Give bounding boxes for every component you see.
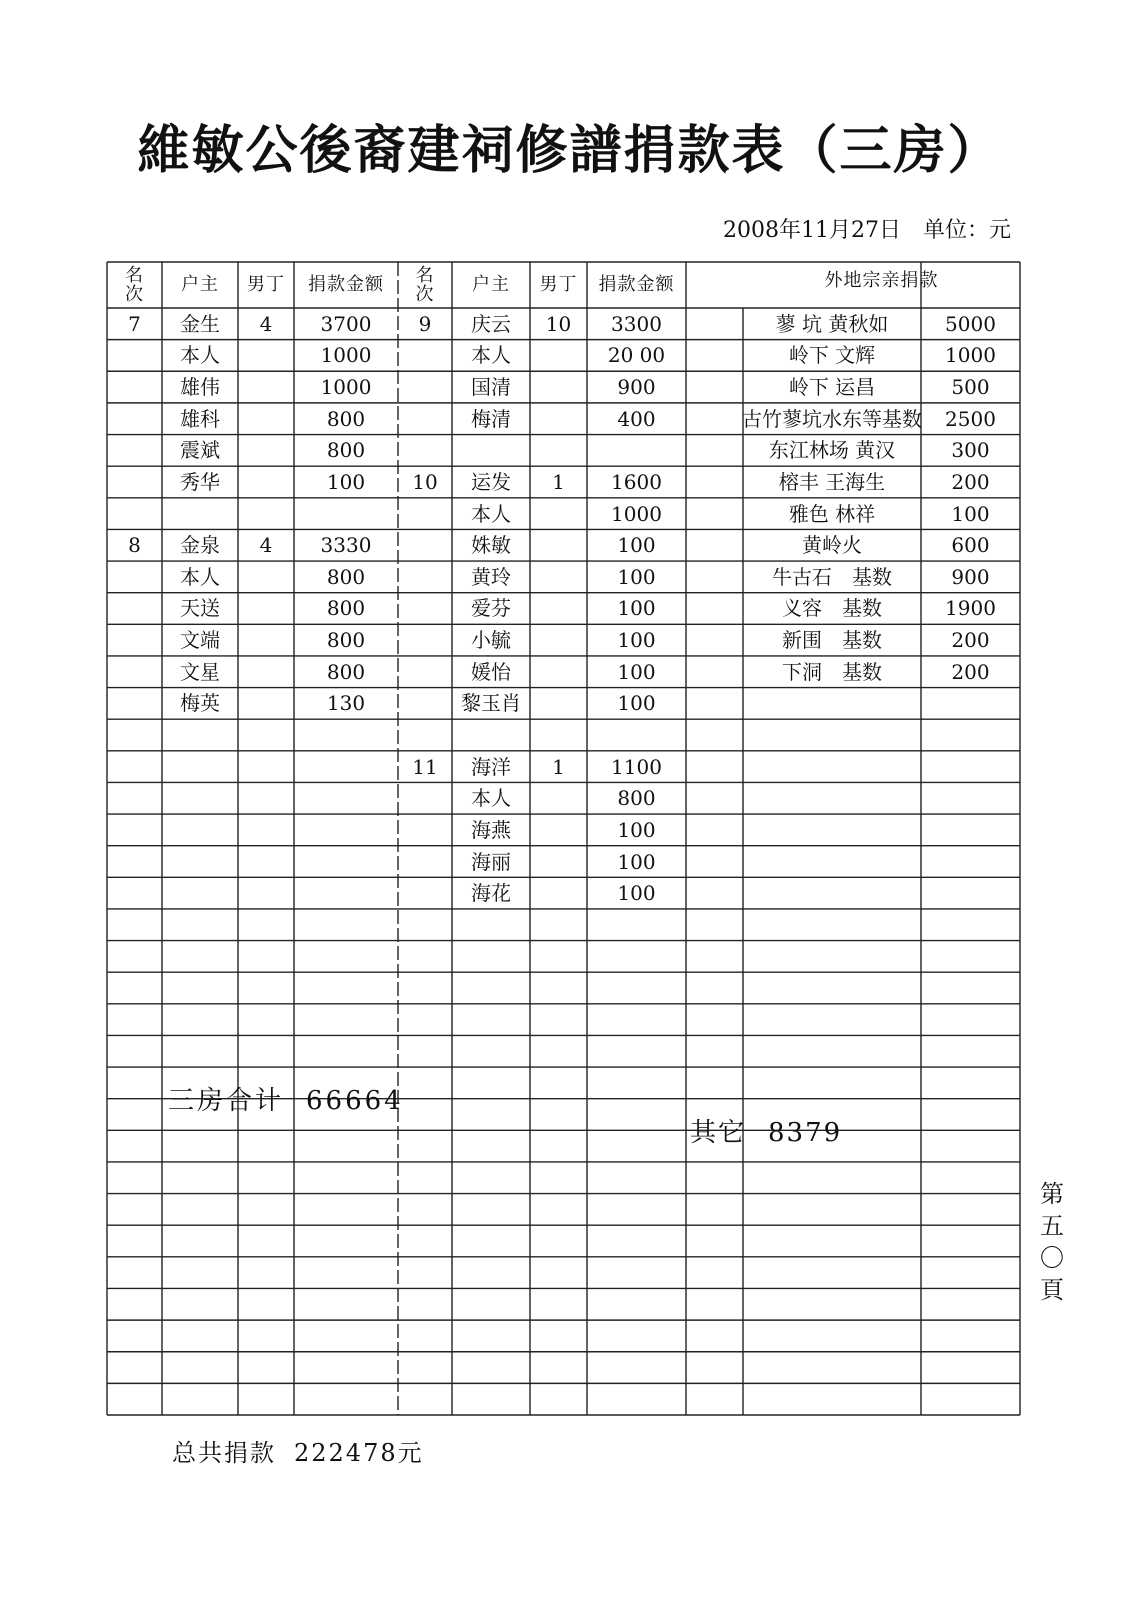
outside-donor-cell: 黄岭火 (802, 533, 862, 558)
rank-cell: 9 (418, 311, 432, 336)
household-cell: 金泉 (180, 533, 220, 558)
header-rank: 次 (415, 284, 435, 305)
outside-amount-cell: 200 (951, 469, 990, 494)
household-cell: 雄科 (180, 406, 220, 431)
amount-cell: 100 (617, 628, 656, 653)
amount-cell: 400 (617, 406, 656, 431)
outside-donor-cell: 古竹蓼坑水东等基数 (742, 406, 922, 431)
rank-cell: 7 (128, 311, 141, 336)
household-cell: 姝敏 (471, 533, 511, 558)
amount-cell: 20 00 (607, 343, 666, 368)
amount-cell: 100 (617, 881, 656, 906)
subtotal-line (168, 1080, 404, 1117)
rank-cell: 8 (128, 533, 141, 558)
household-cell: 海花 (471, 881, 511, 906)
amount-cell: 800 (326, 564, 366, 589)
household-cell: 文星 (180, 659, 220, 684)
grand-total-label: 总共捐款 (172, 1439, 276, 1467)
amount-cell: 3300 (611, 311, 662, 336)
other-value: 8379 (768, 1118, 843, 1148)
amount-cell: 100 (617, 849, 656, 874)
amount-cell: 1000 (320, 343, 372, 368)
header-amount: 捐款金额 (308, 274, 384, 295)
household-cell: 海丽 (471, 849, 511, 874)
outside-donor-cell: 义容 基数 (782, 596, 882, 621)
header-household: 户主 (181, 274, 219, 295)
amount-cell: 900 (617, 375, 656, 400)
header-outside-donations: 外地宗亲捐款 (824, 270, 939, 291)
household-cell: 媛怡 (471, 659, 511, 684)
amount-cell: 800 (326, 659, 366, 684)
header-rank: 名 (415, 265, 435, 286)
amount-cell: 1600 (611, 469, 662, 494)
household-cell: 梅清 (471, 406, 511, 431)
household-cell: 本人 (180, 343, 220, 368)
household-cell: 国清 (471, 375, 511, 400)
males-cell: 1 (552, 469, 565, 494)
household-cell: 金生 (180, 311, 220, 336)
outside-amount-cell: 1900 (945, 596, 996, 621)
outside-donor-cell: 东江林场 黄汉 (768, 438, 896, 463)
household-cell: 黄玲 (471, 564, 511, 589)
household-cell: 庆云 (471, 311, 511, 336)
outside-donor-cell: 岭下 运昌 (788, 375, 876, 400)
household-cell: 爱芬 (471, 596, 511, 621)
males-cell: 1 (552, 754, 565, 779)
household-cell: 秀华 (180, 469, 220, 494)
header-males: 男丁 (247, 274, 285, 295)
outside-amount-cell: 200 (951, 628, 990, 653)
household-cell: 本人 (471, 343, 511, 368)
header-rank: 次 (125, 284, 144, 305)
amount-cell: 1000 (611, 501, 662, 526)
amount-cell: 800 (326, 438, 366, 463)
page-title: 維敏公後裔建祠修譜捐款表（三房） (137, 120, 1002, 181)
amount-cell: 100 (326, 469, 366, 494)
amount-cell: 800 (326, 596, 366, 621)
outside-amount-cell: 5000 (945, 311, 996, 336)
household-cell: 小毓 (471, 628, 511, 653)
amount-cell: 3700 (320, 311, 372, 336)
household-cell: 梅英 (180, 691, 220, 716)
outside-donor-cell: 下洞 基数 (782, 659, 882, 684)
household-cell: 天送 (180, 596, 220, 621)
household-cell: 雄伟 (180, 375, 220, 400)
header-household: 户主 (472, 274, 510, 295)
household-cell: 震斌 (180, 438, 220, 463)
outside-donor-cell: 榕丰 王海生 (778, 469, 886, 494)
grand-total-line (172, 1433, 424, 1468)
outside-amount-cell: 100 (951, 501, 990, 526)
amount-cell: 100 (617, 564, 656, 589)
header-males: 男丁 (539, 274, 578, 295)
page-number: 第五〇頁 (1040, 1180, 1064, 1304)
outside-donor-cell: 蓼 坑 黄秋如 (775, 311, 889, 336)
other-label: 其它 (690, 1118, 747, 1148)
amount-cell: 100 (617, 817, 656, 842)
household-cell: 海洋 (471, 754, 511, 779)
amount-cell: 100 (617, 533, 656, 558)
household-cell: 本人 (180, 564, 220, 589)
household-cell: 文端 (180, 628, 220, 653)
outside-amount-cell: 200 (951, 659, 990, 684)
other-line (690, 1112, 842, 1149)
household-cell: 本人 (471, 786, 511, 811)
amount-cell: 800 (617, 786, 656, 811)
outside-donor-cell: 雅色 林祥 (788, 501, 876, 526)
header-amount: 捐款金额 (598, 274, 675, 295)
amount-cell: 100 (617, 691, 656, 716)
outside-amount-cell: 2500 (945, 406, 996, 431)
household-cell: 黎玉肖 (461, 691, 521, 716)
grand-total-value: 222478元 (294, 1439, 424, 1467)
rank-cell: 11 (412, 754, 438, 779)
amount-cell: 130 (326, 691, 366, 716)
household-cell: 运发 (471, 469, 511, 494)
males-cell: 4 (259, 533, 273, 558)
household-cell: 海燕 (471, 817, 511, 842)
outside-amount-cell: 300 (951, 438, 990, 463)
amount-cell: 100 (617, 659, 656, 684)
amount-cell: 3330 (320, 533, 372, 558)
subtotal-label: 三房合计 (168, 1086, 285, 1116)
outside-donor-cell: 新围 基数 (782, 628, 882, 653)
rank-cell: 10 (412, 469, 438, 494)
amount-cell: 1100 (611, 754, 662, 779)
males-cell: 4 (259, 311, 273, 336)
household-cell: 本人 (471, 501, 511, 526)
males-cell: 10 (545, 311, 572, 336)
amount-cell: 1000 (320, 375, 372, 400)
amount-cell: 800 (326, 406, 366, 431)
date-and-unit: 2008年11月27日 单位：元 (723, 218, 1011, 243)
subtotal-value: 66664 (306, 1086, 404, 1116)
outside-amount-cell: 900 (951, 564, 990, 589)
outside-donor-cell: 牛古石 基数 (772, 564, 892, 589)
outside-donor-cell: 岭下 文辉 (788, 343, 876, 368)
outside-amount-cell: 600 (951, 533, 990, 558)
outside-amount-cell: 500 (951, 375, 990, 400)
amount-cell: 100 (617, 596, 656, 621)
header-rank: 名 (125, 265, 144, 286)
amount-cell: 800 (326, 628, 366, 653)
outside-amount-cell: 1000 (945, 343, 996, 368)
